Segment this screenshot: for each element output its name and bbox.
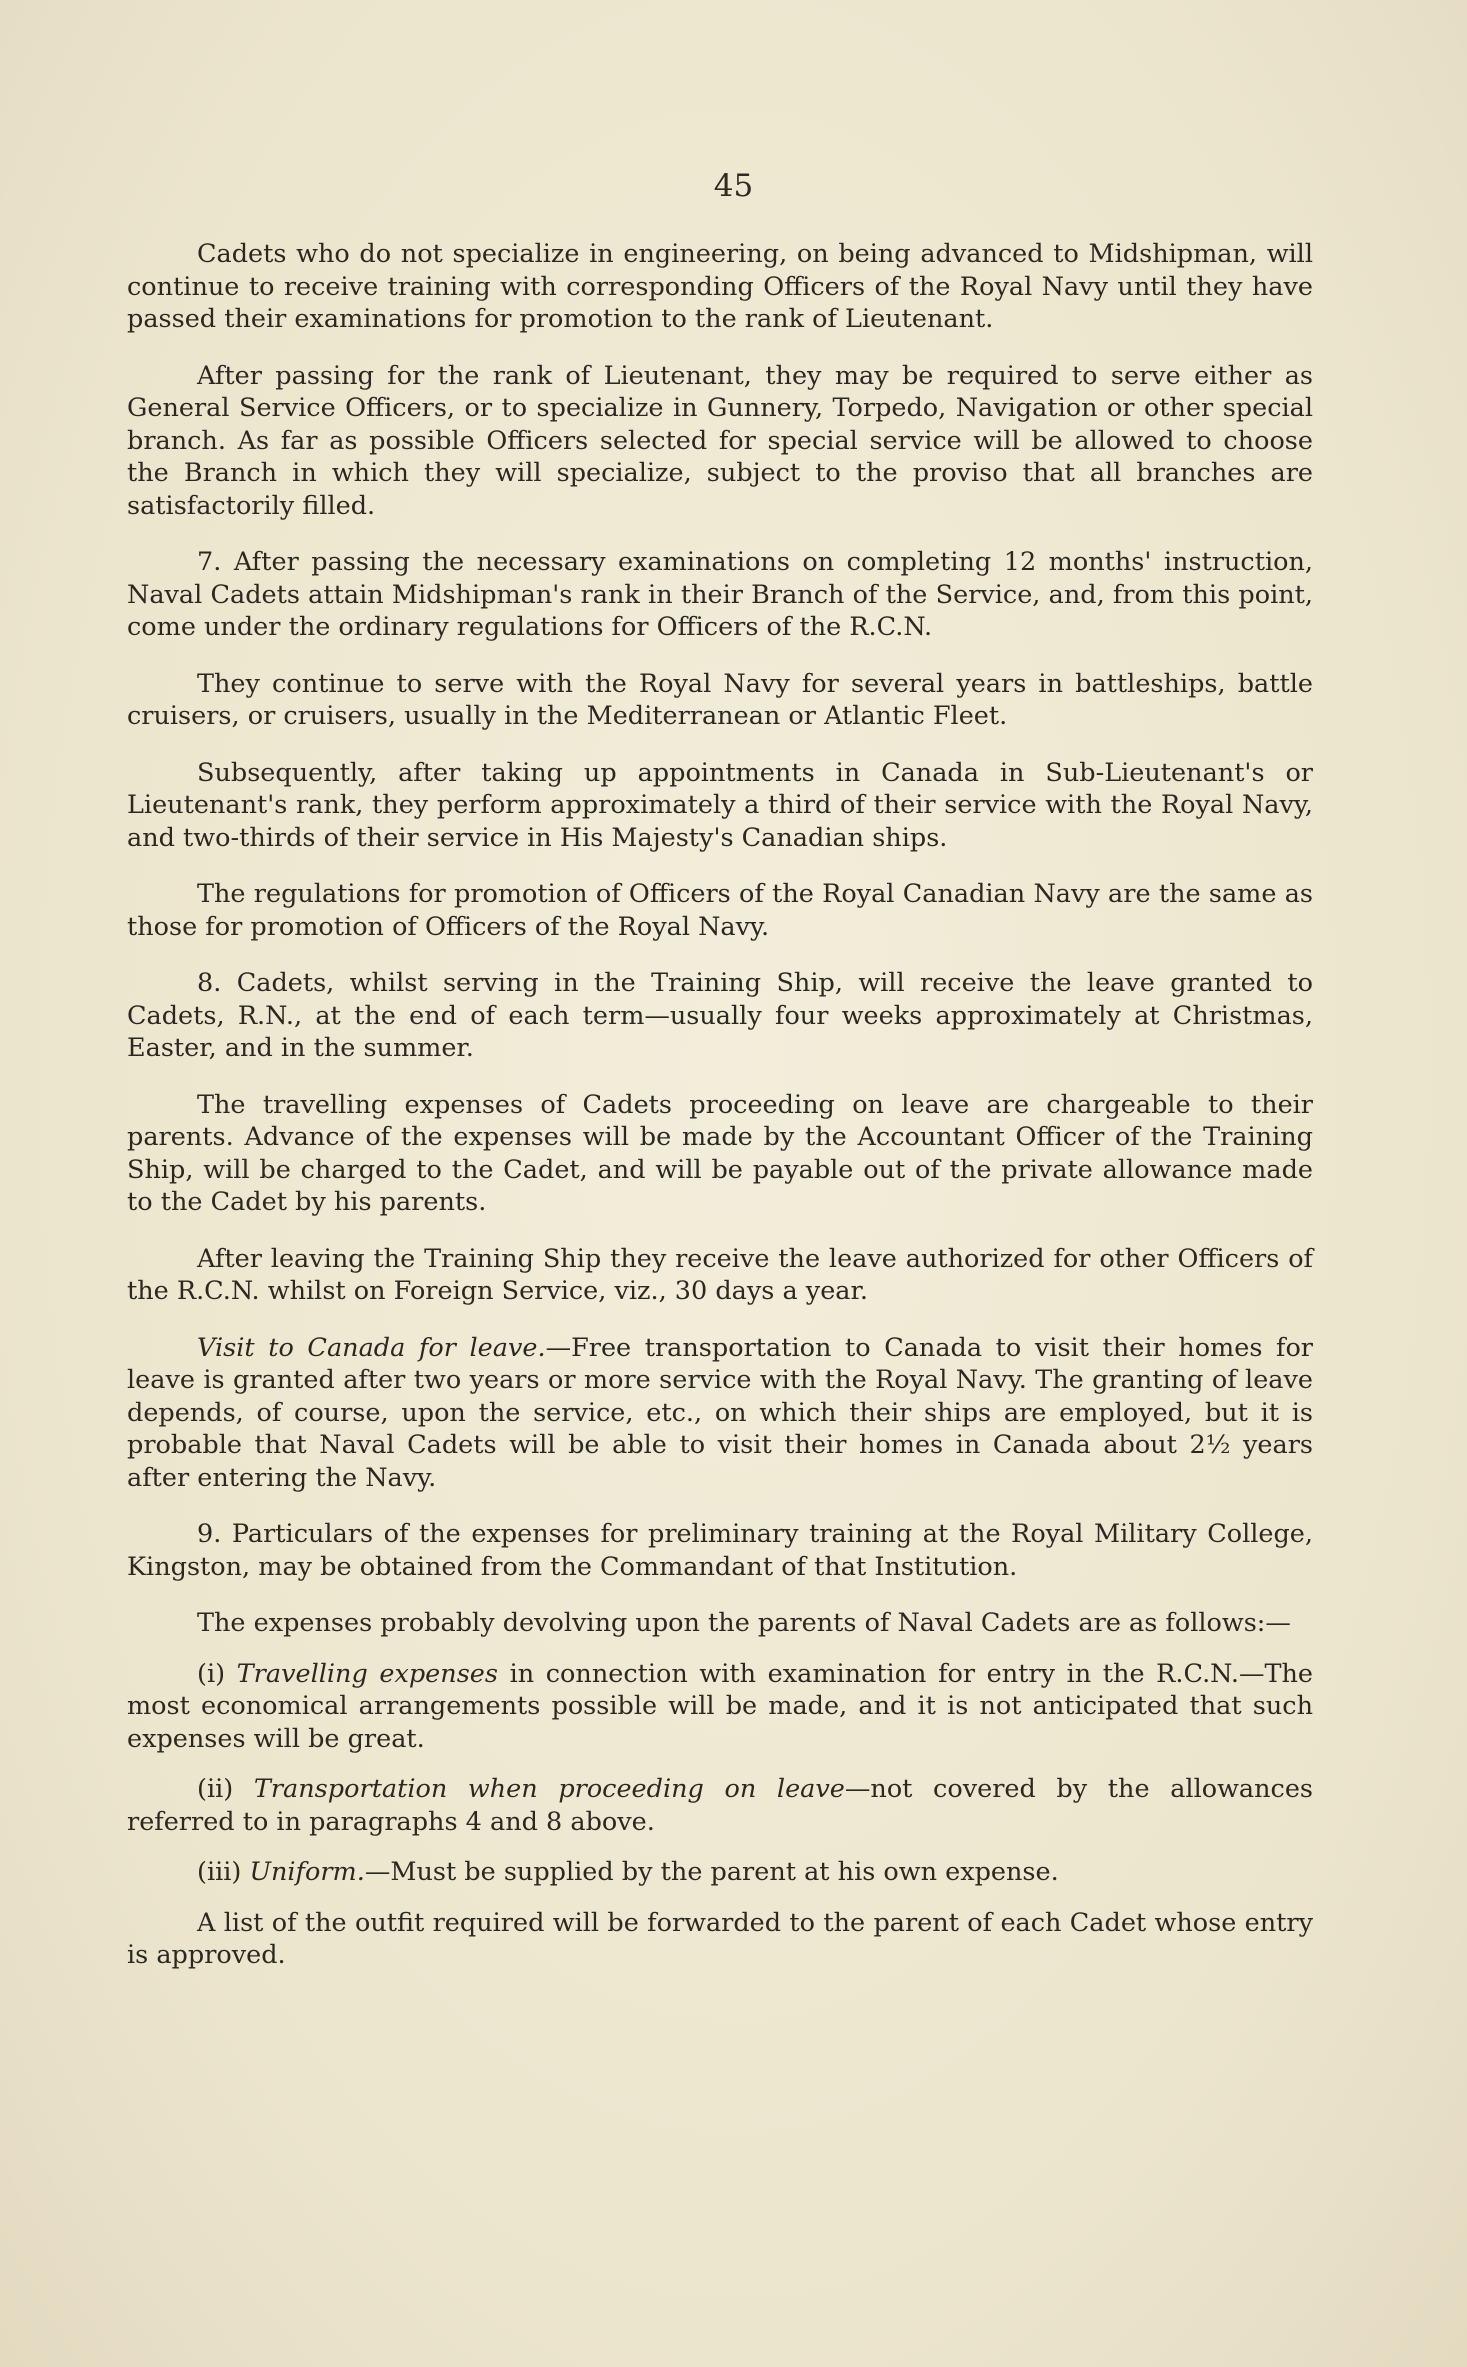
paragraph: 8. Cadets, whilst serving in the Training Ship, will receive the leave granted to Cadets, R.N., at the end of each term—usually four weeks approximately at Christmas, Easter, and in the summer. xyxy=(127,968,1313,1063)
list-item: (iii) Uniform.—Must be supplied by the parent at his own expense. xyxy=(197,1857,1059,1887)
paragraph: 7. After passing the necessary examinations on completing 12 months' instruction, Naval Cadets attain Midshipman's rank in their Branch of the Service, and, from this point, come under the ordinary regulations for Officers of the R.C.N. xyxy=(127,547,1313,642)
list-item: (i) Travelling expenses in connection with examination for entry in the R.C.N.—The most economical arrangements possible will be made, and it is not anticipated that such expenses will be great. xyxy=(127,1658,1313,1754)
page-number: 45 xyxy=(713,168,754,204)
italic-heading: Visit to Canada for leave. xyxy=(197,1332,546,1363)
italic-heading: Travelling expenses xyxy=(236,1658,498,1689)
paragraph: The travelling expenses of Cadets proceeding on leave are chargeable to their parents. Advance of the expenses will be made by the Accountant Officer of the Training Ship, will be charged to the Cadet, and will be payable out of the private allowance made to the Cadet by his parents. xyxy=(127,1089,1313,1217)
page-body xyxy=(127,238,1313,1996)
paragraph: Subsequently, after taking up appointments in Canada in Sub-Lieutenant's or Lieutenant's rank, they perform approximately a third of their service with the Royal Navy, and two-thirds of their service in His Majesty's Canadian ships. xyxy=(127,757,1313,853)
paragraph: After passing for the rank of Lieutenant, they may be required to serve either as General Service Officers, or to specialize in Gunnery, Torpedo, Navigation or other special branch. As far as possible Officers selected for special service will be allowed to choose the Branch in which they will specialize, subject to the proviso that all branches are satisfactorily filled. xyxy=(127,360,1313,521)
list-item: (ii) Transportation when proceeding on leave—not covered by the allowances referred to in paragraphs 4 and 8 above. xyxy=(127,1774,1313,1837)
paragraph: 9. Particulars of the expenses for preliminary training at the Royal Military College, Kingston, may be obtained from the Commandant of that Institution. xyxy=(127,1519,1313,1582)
paragraph: A list of the outfit required will be forwarded to the parent of each Cadet whose entry is approved. xyxy=(127,1907,1313,1970)
paragraph: Cadets who do not specialize in engineering, on being advanced to Midshipman, will continue to receive training with corresponding Officers of the Royal Navy until they have passed their examinations for promotion to the rank of Lieutenant. xyxy=(127,239,1313,334)
paragraph: The expenses probably devolving upon the parents of Naval Cadets are as follows:— xyxy=(197,1608,1291,1638)
paragraph: Visit to Canada for leave.—Free transportation to Canada to visit their homes for leave is granted after two years or more service with the Royal Navy. The granting of leave depends, of course, upon the service, etc., on which their ships are employed, but it is probable that Naval Cadets will be able to visit their homes in Canada about 2½ years after entering the Navy. xyxy=(127,1332,1313,1493)
paragraph: They continue to serve with the Royal Navy for several years in battleships, battle cruisers, or cruisers, usually in the Mediterranean or Atlantic Fleet. xyxy=(127,668,1313,731)
paragraph: The regulations for promotion of Officers of the Royal Canadian Navy are the same as those for promotion of Officers of the Royal Navy. xyxy=(127,879,1313,942)
italic-heading: Uniform. xyxy=(249,1857,365,1887)
paragraph: After leaving the Training Ship they receive the leave authorized for other Officers of the R.C.N. whilst on Foreign Service, viz., 30 days a year. xyxy=(127,1243,1313,1306)
italic-heading: Transportation when proceeding on leave xyxy=(253,1774,845,1804)
